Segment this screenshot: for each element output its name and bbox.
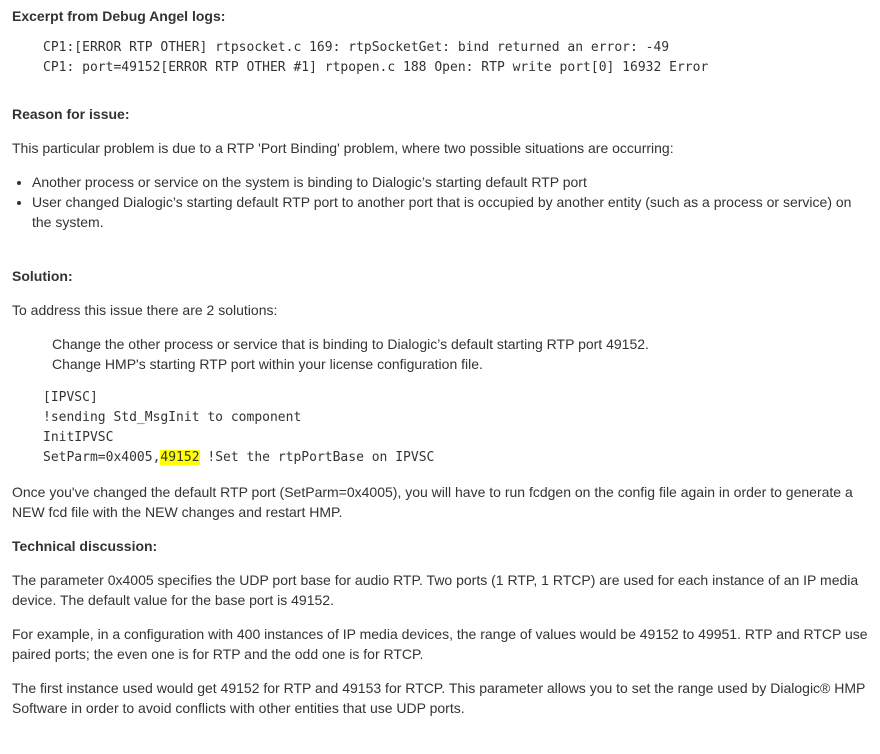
technical-paragraph: The first instance used would get 49152 for RTP and 49153 for RTCP. This parameter allows you to set the range used by Dialogic® HMP Software in order to avoid conflicts with other entities that use UDP ports.	[12, 680, 866, 716]
config-line: InitIPVSC	[43, 430, 114, 445]
log-line: CP1: port=49152[ERROR RTP OTHER #1] rtpopen.c 188 Open: RTP write port[0] 16932 Error	[43, 60, 709, 75]
log-excerpt-block	[43, 38, 868, 78]
technical-paragraph: The parameter 0x4005 specifies the UDP port base for audio RTP. Two ports (1 RTP, 1 RTCP) are used for each instance of an IP media device. The default value for the base port is 49152.	[12, 572, 859, 608]
solution-steps	[52, 334, 868, 374]
config-line: [IPVSC]	[43, 390, 98, 405]
config-setparm-comment: !Set the rtpPortBase on IPVSC	[199, 450, 435, 465]
solution-step: Change the other process or service that is binding to Dialogic’s default starting RTP port 49152.	[52, 336, 649, 352]
reason-text: This particular problem is due to a RTP 'Port Binding' problem, where two possible situations are occurring:	[12, 140, 674, 156]
document-page	[12, 6, 868, 718]
highlighted-port-value: 49152	[160, 450, 200, 465]
reason-bullet-list	[12, 172, 868, 232]
config-setparm-prefix: SetParm=0x4005,	[43, 450, 161, 465]
technical-heading: Technical discussion:	[12, 538, 158, 554]
list-item: • User changed Dialogic’s starting default RTP port to another port that is occupied by another entity (such as a process or service) on the system.	[32, 192, 868, 232]
technical-paragraph: For example, in a configuration with 400 instances of IP media devices, the range of values would be 49152 to 49951. RTP and RTCP use paired ports; the even one is for RTP and the odd one is for RTCP.	[12, 626, 868, 662]
after-change-text: Once you've changed the default RTP port (SetParm=0x4005), you will have to run fcdgen on the config file again in order to generate a NEW fcd file with the NEW changes and restart HMP.	[12, 484, 853, 520]
solution-step: Change HMP's starting RTP port within your license configuration file.	[52, 356, 483, 372]
config-code-block	[43, 388, 868, 468]
excerpt-heading: Excerpt from Debug Angel logs:	[12, 8, 226, 24]
solution-heading: Solution:	[12, 268, 73, 284]
log-line: CP1:[ERROR RTP OTHER] rtpsocket.c 169: rtpSocketGet: bind returned an error: -49	[43, 40, 670, 55]
list-item: • Another process or service on the system is binding to Dialogic’s starting default RTP port	[32, 172, 868, 192]
config-line-setparm	[43, 448, 868, 468]
reason-heading: Reason for issue:	[12, 106, 130, 122]
solution-text: To address this issue there are 2 solutions:	[12, 302, 278, 318]
config-line: !sending Std_MsgInit to component	[43, 410, 302, 425]
